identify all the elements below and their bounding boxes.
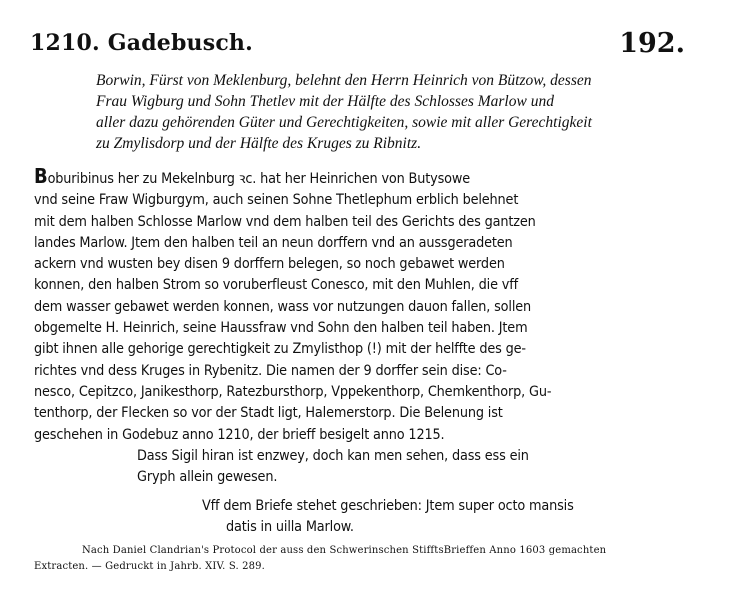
seal-note	[137, 446, 697, 489]
seal-note-line: Gryph allein gewesen.	[137, 469, 278, 486]
endorsement-note	[202, 496, 702, 539]
main-text	[34, 166, 694, 446]
main-text-line: gibt ihnen alle gehorige gerechtigkeit zu Zmylisthop (!) mit der helffte des ge-	[34, 341, 526, 358]
main-text-line: obgemelte H. Heinrich, seine Haussfraw vnd Sohn den halben teil haben. Jtem	[34, 320, 528, 337]
summary-block	[96, 70, 696, 154]
seal-note-line: Dass Sigil hiran ist enzwey, doch kan men sehen, dass ess ein	[137, 448, 529, 464]
main-text-line: nesco, Cepitzco, Janikesthorp, Ratezbursthorp, Vppekenthorp, Chemkenthorp, Gu-	[34, 383, 552, 400]
footnote-line: Extracten. — Gedruckt in Jahrb. XIV. S. 289.	[34, 561, 265, 572]
page-header	[30, 30, 685, 64]
main-text-line: mit dem halben Schlosse Marlow vnd dem halben teil des Gerichts des gantzen	[34, 213, 536, 230]
endorsement-note-line: Vff dem Briefe stehet geschrieben: Jtem super octo mansis	[202, 498, 574, 514]
summary-line: Frau Wigburg und Sohn Thetlev mit der Hälfte des Schlosses Marlow und	[96, 93, 554, 110]
summary-line: Borwin, Fürst von Meklenburg, belehnt den Herrn Heinrich von Bützow, dessen	[96, 72, 592, 89]
drop-cap: B	[34, 164, 48, 188]
main-text-line: oburibinus her zu Mekelnburg ꝛc. hat her Heinrichen von Butysowe	[47, 171, 470, 187]
footnote-line: Nach Daniel Clandrian's Protocol der auss den Schwerinschen StifftsBrieffen Anno 1603 gemachten	[82, 545, 607, 556]
main-text-line: dem wasser gebawet werden konnen, wass vor nutzungen dauon fallen, sollen	[34, 298, 532, 315]
main-text-line: ackern vnd wusten bey disen 9 dorffern belegen, so noch gebawet werden	[34, 256, 505, 273]
document-title: 1210. Gadebusch.	[30, 30, 253, 56]
source-footnote	[34, 543, 700, 575]
document-number: 192.	[619, 28, 685, 59]
main-text-line: geschehen in Godebuz anno 1210, der brieff besigelt anno 1215.	[34, 426, 445, 443]
main-text-line: konnen, den halben Strom so voruberfleust Conesco, mit den Muhlen, die vff	[34, 277, 518, 294]
main-text-line: vnd seine Fraw Wigburgym, auch seinen Sohne Thetlephum erblich belehnet	[34, 192, 519, 209]
summary-line: zu Zmylisdorp und der Hälfte des Kruges zu Ribnitz.	[96, 135, 422, 152]
main-text-line: landes Marlow. Jtem den halben teil an neun dorffern vnd an aussgeradeten	[34, 234, 513, 251]
main-text-line: richtes vnd dess Kruges in Rybenitz. Die namen der 9 dorffer sein dise: Co-	[34, 362, 507, 379]
endorsement-note-line: datis in uilla Marlow.	[226, 519, 354, 536]
main-text-line: tenthorp, der Flecken so vor der Stadt ligt, Halemerstorp. Die Belenung ist	[34, 405, 503, 422]
main-text-first-line	[34, 166, 694, 190]
summary-line: aller dazu gehörenden Güter und Gerechtigkeiten, sowie mit aller Gerechtigkeit	[96, 114, 592, 131]
